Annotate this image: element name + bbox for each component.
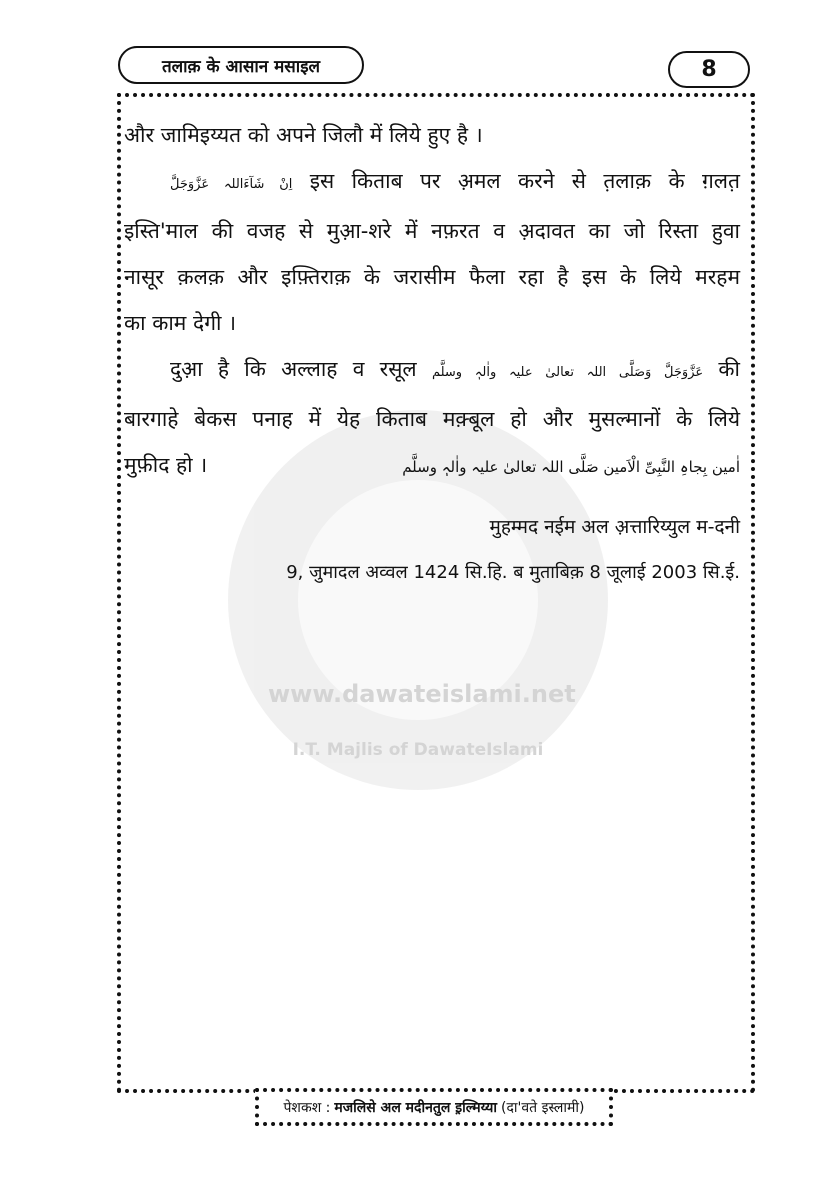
- body-line: नासूर क़लक़ और इफ़्तिराक़ के जरासीम फैला रहा है इस के लिये मरहम: [124, 265, 740, 289]
- page-number: 8: [701, 57, 717, 82]
- watermark-site: www.dawateislami.net: [268, 680, 576, 708]
- publisher-name: मजलिसे अल मदीनतुल इ़ल्मिय्या: [334, 1099, 498, 1116]
- arabic-inshallah: اِنْ شَآءَاللہ عَزَّوَجَلَّ: [170, 177, 293, 192]
- book-title: तलाक़ के आसान मसाइल: [161, 56, 321, 77]
- body-line: दुआ़ है कि अल्लाह व रसूल عَزَّوَجَلَّ وَصَلَّی اللہ تعالیٰ علیہ واٰلہٖ وسلَّم की: [170, 357, 740, 381]
- watermark-org: I.T. Majlis of DawateIslami: [292, 740, 544, 760]
- body-line: मुफ़ीद हो । اٰمین بِجاہِ النَّبِیِّ الْاَمین صَلَّی اللہ تعالیٰ علیہ واٰلہٖ وسلَّم: [124, 442, 740, 490]
- page-number-badge: [668, 51, 750, 88]
- signature: मुहम्मद नईम अल अ़त्तारिय्युल म-दनी: [489, 516, 740, 538]
- body-line: बारगाहे बेकस पनाह में येह किताब मक़्बूल हो और मुसल्मानों के लिये: [124, 407, 740, 431]
- body-line: इस्ति'माल की वजह से मुआ़-शरे में नफ़रत व अ़दावत का जो रिस्ता हुवा: [124, 219, 740, 243]
- body-line: और जामिइय्यत को अपने जिलौ में लिये हुए है ।: [124, 123, 483, 147]
- arabic-salutation: عَزَّوَجَلَّ وَصَلَّی اللہ تعالیٰ علیہ واٰلہٖ وسلَّم: [431, 365, 704, 380]
- footer-publisher: पेशकश : मजलिसे अल मदीनतुल इ़ल्मिय्या (दा'वते इस्लामी): [255, 1088, 613, 1126]
- body-line: اِنْ شَآءَاللہ عَزَّوَجَلَّ इस किताब पर अ़मल करने से त़लाक़ के ग़लत़: [170, 169, 740, 193]
- book-title-badge: [118, 46, 364, 84]
- arabic-ameen: اٰمین بِجاہِ النَّبِیِّ الْاَمین صَلَّی اللہ تعالیٰ علیہ واٰلہٖ وسلَّم: [402, 458, 740, 476]
- body-text: [124, 112, 740, 596]
- date: 9, जुमादल अव्वल 1424 सि.हि. ब मुताबिक़ 8 जूलाई 2003 सि.ई.: [286, 562, 740, 583]
- body-line: का काम देगी ।: [124, 311, 237, 335]
